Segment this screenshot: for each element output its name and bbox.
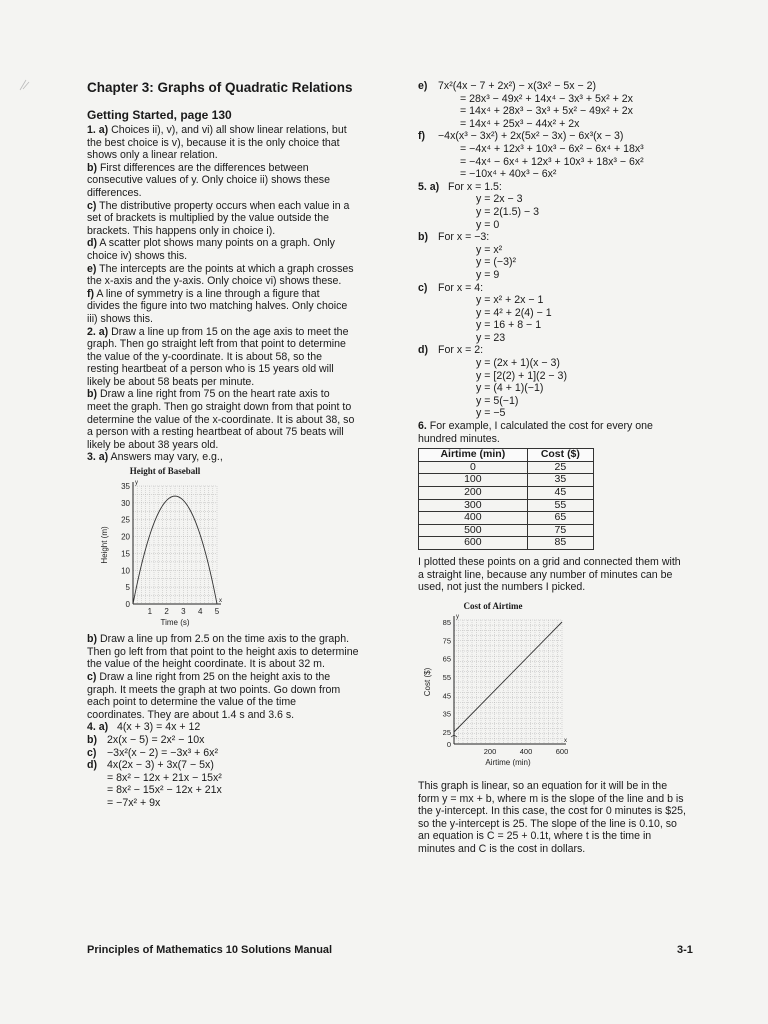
equation-text: y = 16 + 8 − 1 xyxy=(476,319,542,332)
paragraph-line: minutes and C is the cost in dollars. xyxy=(418,842,586,855)
y-tick-label: 75 xyxy=(442,636,451,646)
equation-line xyxy=(87,797,377,810)
answer-text: each point to determine the value of the time xyxy=(87,696,297,709)
equation-text: For x = 2: xyxy=(438,344,484,357)
airtime-cell: 100 xyxy=(419,474,528,487)
equation-text: 4x(2x − 3) + 3x(7 − 5x) xyxy=(107,759,214,772)
equation-label: c) xyxy=(87,746,97,759)
equation-line xyxy=(418,256,708,269)
pencil-mark-icon xyxy=(18,78,32,92)
answer-line xyxy=(87,313,377,326)
equation-line xyxy=(418,93,708,106)
table-row xyxy=(419,461,594,474)
answer-line xyxy=(87,137,377,150)
answer-label: b) xyxy=(87,388,97,401)
answers-1-to-3a xyxy=(87,124,377,464)
cost-cell: 55 xyxy=(527,499,593,512)
airtime-cell: 200 xyxy=(419,487,528,500)
equation-text: y = (4 + 1)(−1) xyxy=(476,382,544,395)
x-tick-label: 600 xyxy=(555,747,568,757)
y-tick-label: 5 xyxy=(125,582,130,592)
equation-label xyxy=(418,244,438,257)
answer-line xyxy=(87,451,377,464)
equation-line xyxy=(418,181,708,194)
answers-3b-3c xyxy=(87,633,377,721)
equation-text: = 14x⁴ + 28x³ − 3x³ + 5x² − 49x² + 2x xyxy=(460,105,633,118)
answer-line xyxy=(87,376,377,389)
cost-cell: 75 xyxy=(527,524,593,537)
answer-line xyxy=(87,658,377,671)
answer-text: For example, I calculated the cost for every one xyxy=(426,420,653,433)
equation-text: −3x²(x − 2) = −3x³ + 6x² xyxy=(107,746,218,759)
answer-line xyxy=(87,696,377,709)
equation-line xyxy=(418,206,708,219)
table-row xyxy=(419,524,594,537)
table-row xyxy=(419,537,594,550)
equation-label xyxy=(418,357,438,370)
answer-line xyxy=(87,351,377,364)
answer-text: First differences are the differences between xyxy=(97,161,309,174)
answer-text: Then go left from that point to the height axis to determine xyxy=(87,645,359,658)
airtime-chart xyxy=(418,600,568,778)
equation-text: = 8x² − 12x + 21x − 15x² xyxy=(107,771,222,784)
equation-line xyxy=(418,244,708,257)
paragraph-line: form y = mx + b, where m is the slope of the line and b is xyxy=(418,792,684,805)
answers-4e-to-5d xyxy=(418,80,708,420)
equation-line xyxy=(87,747,377,760)
y-tick-label: 85 xyxy=(442,618,451,628)
table-row xyxy=(419,512,594,525)
airtime-cell: 500 xyxy=(419,524,528,537)
answer-label: 6. xyxy=(418,420,427,433)
answer-text: Draw a line up from 2.5 on the time axis to the graph. xyxy=(97,633,350,646)
answer-text: graph. Then go straight left from that point to determine xyxy=(87,338,346,351)
equation-text: 4(x + 3) = 4x + 12 xyxy=(117,721,201,734)
answer-line xyxy=(87,162,377,175)
paragraph-line: a straight line, because any number of minutes can be xyxy=(418,568,673,581)
x-tick-label: 3 xyxy=(181,606,186,616)
answer-text: coordinates. They are about 1.4 s and 3.6 s. xyxy=(87,708,295,721)
left-column xyxy=(87,80,377,810)
equation-line xyxy=(418,344,708,357)
equation-label xyxy=(418,168,438,181)
airtime-cell: 300 xyxy=(419,499,528,512)
equation-line xyxy=(87,759,377,772)
equation-label: c) xyxy=(418,281,428,294)
equation-text: y = x² + 2x − 1 xyxy=(476,294,544,307)
equation-text: y = (−3)² xyxy=(476,256,517,269)
answer-label: f) xyxy=(87,287,95,300)
equation-label xyxy=(418,105,438,118)
equation-label: b) xyxy=(418,231,428,244)
equation-line xyxy=(418,105,708,118)
answer-text: meet the graph. Then go straight down from that point to xyxy=(87,401,352,414)
y-axis-label: Cost ($) xyxy=(423,668,432,697)
baseball-chart-svg xyxy=(95,478,235,628)
answer-text: the x-axis and the y-axis. Only choice vi) shows these. xyxy=(87,275,342,288)
x-axis-letter: x xyxy=(564,738,567,745)
equation-text: y = 2x − 3 xyxy=(476,193,523,206)
equation-label xyxy=(418,193,438,206)
equation-text: = 8x² − 15x² − 12x + 21x xyxy=(107,784,222,797)
answer-text: consecutive values of y. Only choice ii) shows these xyxy=(87,174,330,187)
y-tick-label: 35 xyxy=(121,481,130,491)
paragraph-line: an equation is C = 25 + 0.1t, where t is the time in xyxy=(418,830,652,843)
answer-text: Draw a line right from 75 on the heart rate axis to xyxy=(97,388,330,401)
equation-label xyxy=(418,219,438,232)
baseball-chart-title: Height of Baseball xyxy=(129,466,201,477)
equation-text: = −4x⁴ + 12x³ + 10x³ − 6x² − 6x⁴ + 18x³ xyxy=(460,142,644,155)
answer-text: iii) shows this. xyxy=(87,312,153,325)
answer-text: resting heartbeat of a person who is 15 years old will xyxy=(87,363,334,376)
answer-line xyxy=(87,288,377,301)
paragraph-line: I plotted these points on a grid and connected them with xyxy=(418,555,681,568)
answer-line xyxy=(87,684,377,697)
x-axis-label: Airtime (min) xyxy=(485,758,531,768)
cost-table-body xyxy=(419,461,594,549)
answer-text: A line of symmetry is a line through a figure that xyxy=(94,287,320,300)
equation-label: e) xyxy=(418,80,428,92)
equation-label xyxy=(87,772,107,785)
answer-line xyxy=(87,124,377,137)
equation-line xyxy=(418,219,708,232)
equation-text: y = 2(1.5) − 3 xyxy=(476,205,540,218)
equation-label xyxy=(418,206,438,219)
equation-line xyxy=(418,407,708,420)
equation-label xyxy=(418,118,438,131)
answer-text: graph. It meets the graph at two points. Go down from xyxy=(87,683,341,696)
equation-line xyxy=(418,319,708,332)
equation-label xyxy=(418,407,438,420)
section-title: Getting Started, page 130 xyxy=(87,108,232,122)
header-airtime: Airtime (min) xyxy=(419,449,528,462)
equation-line xyxy=(418,193,708,206)
equation-line xyxy=(418,143,708,156)
equation-line xyxy=(418,307,708,320)
answer-text: the best choice is v), because it is the only choice that xyxy=(87,136,340,149)
equation-line xyxy=(418,231,708,244)
x-axis-letter: x xyxy=(219,597,222,604)
equation-text: 7x²(4x − 7 + 2x²) − x(3x² − 5x − 2) xyxy=(438,80,597,92)
equation-line xyxy=(418,332,708,345)
equation-text: y = (2x + 1)(x − 3) xyxy=(476,357,560,370)
airtime-cell: 400 xyxy=(419,512,528,525)
equation-line xyxy=(418,382,708,395)
answer-line xyxy=(87,237,377,250)
y-tick-label: 45 xyxy=(442,691,451,701)
answer-label: d) xyxy=(87,237,97,250)
equation-label: d) xyxy=(87,759,97,772)
answer-line xyxy=(87,646,377,659)
equation-label xyxy=(418,382,438,395)
equation-label xyxy=(418,93,438,106)
equation-label xyxy=(418,319,438,332)
cost-cell: 35 xyxy=(527,474,593,487)
equation-label: b) xyxy=(87,733,97,746)
answer-line xyxy=(87,401,377,414)
equation-line xyxy=(418,395,708,408)
answer-line xyxy=(87,212,377,225)
equation-text: y = 9 xyxy=(476,268,500,281)
answer-line xyxy=(87,414,377,427)
y-tick-label: 65 xyxy=(442,655,451,665)
equation-label: 4. a) xyxy=(87,721,109,734)
y-tick-label: 0 xyxy=(446,740,451,750)
answer-label: e) xyxy=(87,262,97,275)
right-column xyxy=(418,80,708,856)
answer-6-intro xyxy=(418,420,708,445)
airtime-chart-title: Cost of Airtime xyxy=(463,600,523,611)
equation-line xyxy=(418,294,708,307)
x-tick-label: 200 xyxy=(483,747,497,757)
x-tick-label: 1 xyxy=(147,606,153,616)
equation-label xyxy=(418,269,438,282)
answer-label: b) xyxy=(87,161,97,174)
equation-line xyxy=(87,772,377,785)
equation-text: = −7x² + 9x xyxy=(107,796,161,809)
answer-text: divides the figure into two matching halves. Only choice xyxy=(87,300,348,313)
answer-text: hundred minutes. xyxy=(418,432,500,445)
table-row xyxy=(419,487,594,500)
answer-text: brackets. This happens only in choice i). xyxy=(87,224,276,237)
x-tick-label: 400 xyxy=(519,747,533,757)
answer-text: Answers may vary, e.g., xyxy=(108,451,223,464)
y-axis-letter: y xyxy=(456,614,459,621)
answer-text: The intercepts are the points at which a graph crosses xyxy=(96,262,354,275)
equation-label xyxy=(87,784,107,797)
airtime-chart-svg xyxy=(418,612,568,774)
chapter-title: Chapter 3: Graphs of Quadratic Relations xyxy=(87,80,353,95)
equation-label: f) xyxy=(418,130,426,143)
y-tick-label: 35 xyxy=(442,710,451,720)
equation-label xyxy=(418,143,438,156)
y-tick-label: 0 xyxy=(125,599,130,609)
answer-line xyxy=(418,433,708,446)
answer-line xyxy=(87,300,377,313)
answer-line xyxy=(87,200,377,213)
answer-text: determine the value of the x-coordinate. It is about 38, so xyxy=(87,413,355,426)
answer-line xyxy=(87,326,377,339)
answer-line xyxy=(87,250,377,263)
answer-text: differences. xyxy=(87,186,142,199)
equation-line xyxy=(418,282,708,295)
airtime-cell: 600 xyxy=(419,537,528,550)
y-tick-label: 20 xyxy=(121,532,130,542)
equation-text: y = [2(2) + 1](2 − 3) xyxy=(476,369,567,382)
equation-text: y = 0 xyxy=(476,218,500,231)
paragraph-line: This graph is linear, so an equation for it will be in the xyxy=(418,779,668,792)
answer-line xyxy=(87,363,377,376)
equation-line xyxy=(418,156,708,169)
answer-line xyxy=(87,633,377,646)
cost-table xyxy=(418,448,594,550)
answer-text: Draw a line right from 25 on the height axis to the xyxy=(96,671,331,683)
answer-text: set of brackets is multiplied by the value outside the xyxy=(87,212,330,225)
paragraph-line: the y-intercept. In this case, the cost for 0 minutes is $25, xyxy=(418,805,686,818)
paragraph-line: used, not just the numbers I picked. xyxy=(418,581,586,594)
answer-text: likely be about 38 years old. xyxy=(87,438,219,451)
equation-line xyxy=(418,118,708,131)
y-tick-label: 25 xyxy=(442,728,451,738)
x-tick-label: 4 xyxy=(197,606,203,616)
chart-grid xyxy=(133,486,217,604)
equation-label xyxy=(418,332,438,345)
equation-label xyxy=(418,256,438,269)
answer-text: a person with a resting heartbeat of about 75 beats will xyxy=(87,426,344,439)
answers-4 xyxy=(87,721,377,809)
equation-line xyxy=(418,130,708,143)
equation-line xyxy=(87,734,377,747)
answer-label: 1. a) xyxy=(87,124,109,136)
equation-text: = 28x³ − 49x² + 14x⁴ − 3x³ + 5x² + 2x xyxy=(460,92,633,105)
airtime-cell: 0 xyxy=(419,461,528,474)
header-cost: Cost ($) xyxy=(527,449,593,462)
y-tick-label: 25 xyxy=(121,515,130,525)
equation-text: y = −5 xyxy=(476,407,506,420)
equation-line xyxy=(418,357,708,370)
equation-label xyxy=(87,797,107,810)
answer-line xyxy=(87,263,377,276)
answer-6-explanation xyxy=(418,556,708,594)
baseball-chart xyxy=(95,465,235,631)
answer-line xyxy=(87,149,377,162)
answer-label: 2. a) xyxy=(87,325,109,338)
footer-title: Principles of Mathematics 10 Solutions Manual xyxy=(87,944,333,956)
answer-text: likely be about 58 beats per minute. xyxy=(87,375,255,388)
equation-line xyxy=(87,784,377,797)
equation-text: y = x² xyxy=(476,243,503,256)
y-tick-label: 15 xyxy=(121,549,130,559)
y-tick-label: 10 xyxy=(121,565,130,575)
equation-label xyxy=(418,307,438,320)
equation-label: d) xyxy=(418,344,428,357)
answer-line xyxy=(87,671,377,684)
equation-text: y = 23 xyxy=(476,331,506,344)
equation-label xyxy=(418,395,438,408)
page-number: 3-1 xyxy=(677,944,693,956)
cost-cell: 65 xyxy=(527,512,593,525)
y-axis-letter: y xyxy=(135,479,138,486)
answer-label: b) xyxy=(87,633,97,646)
cost-cell: 45 xyxy=(527,487,593,500)
equation-text: y = 5(−1) xyxy=(476,394,519,407)
answer-line xyxy=(87,709,377,722)
y-tick-label: 55 xyxy=(442,673,451,683)
table-row xyxy=(419,474,594,487)
equation-text: = 14x⁴ + 25x³ − 44x² + 2x xyxy=(460,117,580,130)
answer-text: the value of the y-coordinate. It is about 58, so the xyxy=(87,350,322,363)
equation-text: y = 4² + 2(4) − 1 xyxy=(476,306,552,319)
equation-line xyxy=(87,721,377,734)
equation-label xyxy=(418,370,438,383)
answer-label: c) xyxy=(87,671,97,683)
answer-line xyxy=(87,338,377,351)
answer-line xyxy=(87,275,377,288)
y-tick-label: 30 xyxy=(121,498,130,508)
paragraph-line: so the y-intercept is 25. The slope of the line is 0.10, so xyxy=(418,817,677,830)
answer-label: 3. a) xyxy=(87,451,109,464)
answer-6-conclusion xyxy=(418,780,708,856)
answer-line xyxy=(87,225,377,238)
x-tick-label: 5 xyxy=(214,606,220,616)
equation-text: For x = −3: xyxy=(438,231,490,244)
answer-text: Draw a line up from 15 on the age axis to meet the xyxy=(108,325,349,338)
answer-line xyxy=(87,174,377,187)
equation-text: −4x(x³ − 3x²) + 2x(5x² − 3x) − 6x³(x − 3) xyxy=(438,130,624,143)
answer-text: Choices ii), v), and vi) all show linear relations, but xyxy=(108,124,347,136)
equation-text: = −10x⁴ + 40x³ − 6x² xyxy=(460,168,557,181)
answer-label: c) xyxy=(87,199,97,212)
answer-text: shows only a linear relation. xyxy=(87,149,218,162)
equation-text: 2x(x − 5) = 2x² − 10x xyxy=(107,733,205,746)
equation-label: 5. a) xyxy=(418,180,440,193)
equation-line xyxy=(418,80,708,93)
cost-cell: 85 xyxy=(527,537,593,550)
equation-text: For x = 1.5: xyxy=(448,180,502,193)
equation-line xyxy=(418,168,708,181)
cost-cell: 25 xyxy=(527,461,593,474)
answer-line xyxy=(87,187,377,200)
answer-text: choice iv) shows this. xyxy=(87,249,188,262)
answer-text: the value of the height coordinate. It is about 32 m. xyxy=(87,658,325,671)
answer-line xyxy=(87,426,377,439)
equation-label xyxy=(418,156,438,169)
x-tick-label: 2 xyxy=(164,606,169,616)
equation-label xyxy=(418,294,438,307)
equation-text: For x = 4: xyxy=(438,281,484,294)
answer-line xyxy=(418,420,708,433)
equation-text: = −4x⁴ − 6x⁴ + 12x³ + 10x³ + 18x³ − 6x² xyxy=(460,155,644,168)
cost-table-header-row xyxy=(419,449,594,462)
x-axis-label: Time (s) xyxy=(160,617,190,627)
equation-line xyxy=(418,269,708,282)
answer-text: The distributive property occurs when each value in a xyxy=(96,199,350,212)
answer-line xyxy=(87,439,377,452)
equation-line xyxy=(418,370,708,383)
table-row xyxy=(419,499,594,512)
answer-text: A scatter plot shows many points on a graph. Only xyxy=(97,237,335,250)
y-axis-label: Height (m) xyxy=(100,525,109,564)
answer-line xyxy=(87,388,377,401)
